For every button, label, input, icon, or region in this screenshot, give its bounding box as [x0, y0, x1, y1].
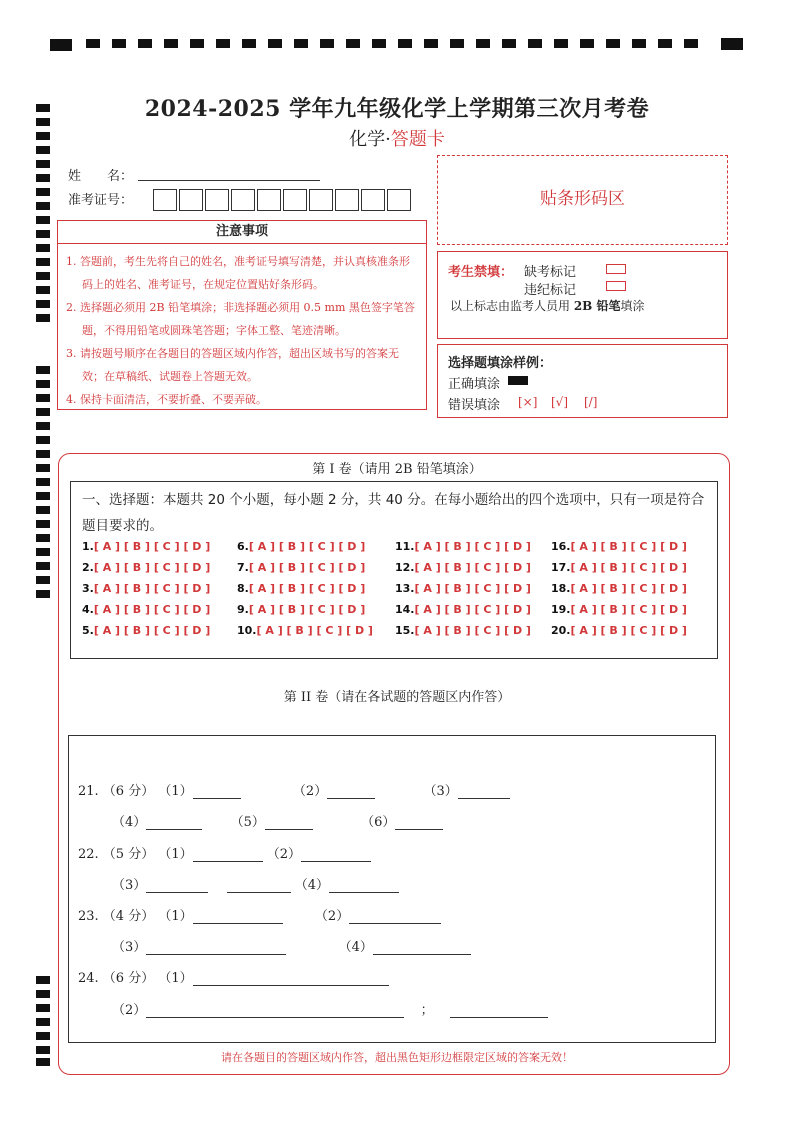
part2-title: 第 II 卷（请在各试题的答题区内作答） [283, 690, 511, 705]
name-field[interactable] [138, 166, 320, 181]
notice-item: 2. 选择题必须用 2B 铅笔填涂；非选择题必须用 0.5 mm 黑色签字笔答题，不得用铅笔或圆珠笔答题；字体工整、笔迹清晰。 [66, 301, 415, 337]
choice-item[interactable]: 16.[ A ] [ B ] [ C ] [ D ] [551, 540, 687, 553]
answer-blank[interactable] [193, 847, 263, 862]
answer-blank[interactable] [301, 847, 371, 862]
question-23-row2: （3） （4） [112, 936, 471, 955]
answer-blank[interactable] [146, 815, 202, 830]
choice-item[interactable]: 11.[ A ] [ B ] [ C ] [ D ] [395, 540, 531, 553]
question-22-row1: 22. （5 分） （1） （2） [78, 843, 371, 862]
notice-title: 注意事项 [58, 221, 426, 244]
notice-item: 4. 保持卡面清洁，不要折叠、不要弄破。 [66, 393, 267, 406]
notice-item: 1. 答题前，考生先将自己的姓名，准考证号填写清楚，并认真核准条形码上的姓名、准考证号，在规定位置贴好条形码。 [66, 255, 410, 291]
part1-title: 第 I 卷（请用 2B 铅笔填涂） [312, 462, 482, 477]
choice-item[interactable]: 2.[ A ] [ B ] [ C ] [ D ] [82, 561, 211, 574]
question-24-row1: 24. （6 分） （1） [78, 967, 389, 986]
subject-label: 化学· [349, 129, 391, 150]
choice-item[interactable]: 12.[ A ] [ B ] [ C ] [ D ] [395, 561, 531, 574]
choice-item[interactable]: 13.[ A ] [ B ] [ C ] [ D ] [395, 582, 531, 595]
choice-item[interactable]: 18.[ A ] [ B ] [ C ] [ D ] [551, 582, 687, 595]
choice-item[interactable]: 17.[ A ] [ B ] [ C ] [ D ] [551, 561, 687, 574]
answer-blank[interactable] [349, 909, 441, 924]
answer-area-warning: 请在各题目的答题区域内作答，超出黑色矩形边框限定区域的答案无效！ [221, 1051, 573, 1064]
exam-id-label: 准考证号： [68, 193, 134, 208]
absent-label: 缺考标记 [524, 265, 577, 280]
answer-blank[interactable] [450, 1003, 548, 1018]
answer-card-label: 答题卡 [390, 129, 445, 150]
choice-item[interactable]: 20.[ A ] [ B ] [ C ] [ D ] [551, 624, 687, 637]
page-title: 2024-2025 学年九年级化学上学期第三次月考卷 [144, 96, 650, 122]
answer-blank[interactable] [193, 784, 241, 799]
name-label: 姓 名： [68, 169, 134, 184]
notice-box [57, 220, 427, 410]
absent-mark-box[interactable] [606, 264, 626, 274]
answer-blank[interactable] [227, 878, 291, 893]
answer-blank[interactable] [373, 940, 471, 955]
barcode-area[interactable]: 贴条形码区 [437, 155, 728, 245]
answer-blank[interactable] [395, 815, 443, 830]
page-subtitle [0, 125, 794, 151]
wrong-fill-label: 错误填涂 [448, 398, 501, 413]
choice-item[interactable]: 1.[ A ] [ B ] [ C ] [ D ] [82, 540, 211, 553]
answer-blank[interactable] [329, 878, 399, 893]
answer-blank[interactable] [146, 878, 208, 893]
fill-sample-title: 选择题填涂样例： [448, 356, 553, 371]
choice-item[interactable]: 14.[ A ] [ B ] [ C ] [ D ] [395, 603, 531, 616]
wrong-mark-slash: [/] [584, 395, 598, 409]
choice-item[interactable]: 19.[ A ] [ B ] [ C ] [ D ] [551, 603, 687, 616]
choice-item[interactable]: 8.[ A ] [ B ] [ C ] [ D ] [237, 582, 366, 595]
choice-item[interactable]: 15.[ A ] [ B ] [ C ] [ D ] [395, 624, 531, 637]
choice-item[interactable]: 4.[ A ] [ B ] [ C ] [ D ] [82, 603, 211, 616]
examiner-note: 以上标志由监考人员用 2B 铅笔填涂 [450, 299, 645, 313]
fill-sample-box [437, 344, 728, 418]
answer-blank[interactable] [146, 940, 286, 955]
question-21-row2: （4） （5） （6） [112, 811, 443, 830]
answer-blank[interactable] [327, 784, 375, 799]
wrong-mark-check: [√] [551, 395, 569, 409]
choice-item[interactable]: 3.[ A ] [ B ] [ C ] [ D ] [82, 582, 211, 595]
answer-blank[interactable] [146, 1003, 404, 1018]
examiner-only-box [437, 251, 728, 339]
violation-mark-box[interactable] [606, 281, 626, 291]
violation-label: 违纪标记 [524, 283, 577, 298]
correct-fill-mark [508, 376, 528, 385]
question-21-row1: 21. （6 分） （1） （2） （3） [78, 780, 510, 799]
notice-list [58, 244, 426, 411]
question-24-row2: （2） ； [112, 999, 548, 1018]
answer-blank[interactable] [265, 815, 313, 830]
choice-intro: 一、选择题：本题共 20 个小题，每小题 2 分，共 40 分。在每小题给出的四个选项中，只有一项是符合题目要求的。 [82, 492, 705, 534]
choice-item[interactable]: 9.[ A ] [ B ] [ C ] [ D ] [237, 603, 366, 616]
question-22-row2: （3） （4） [112, 874, 399, 893]
correct-fill-label: 正确填涂 [448, 377, 501, 392]
notice-item: 3. 请按题号顺序在各题目的答题区域内作答，超出区域书写的答案无效；在草稿纸、试题卷上答题无效。 [66, 347, 399, 383]
choice-item[interactable]: 7.[ A ] [ B ] [ C ] [ D ] [237, 561, 366, 574]
answer-blank[interactable] [193, 909, 283, 924]
choice-item[interactable]: 5.[ A ] [ B ] [ C ] [ D ] [82, 624, 211, 637]
examiner-only-title: 考生禁填： [448, 265, 514, 280]
choice-item[interactable]: 6.[ A ] [ B ] [ C ] [ D ] [237, 540, 366, 553]
wrong-mark-x: [×] [518, 395, 538, 409]
answer-blank[interactable] [458, 784, 510, 799]
answer-blank[interactable] [193, 971, 389, 986]
question-23-row1: 23. （4 分） （1） （2） [78, 905, 441, 924]
choice-item[interactable]: 10.[ A ] [ B ] [ C ] [ D ] [237, 624, 373, 637]
